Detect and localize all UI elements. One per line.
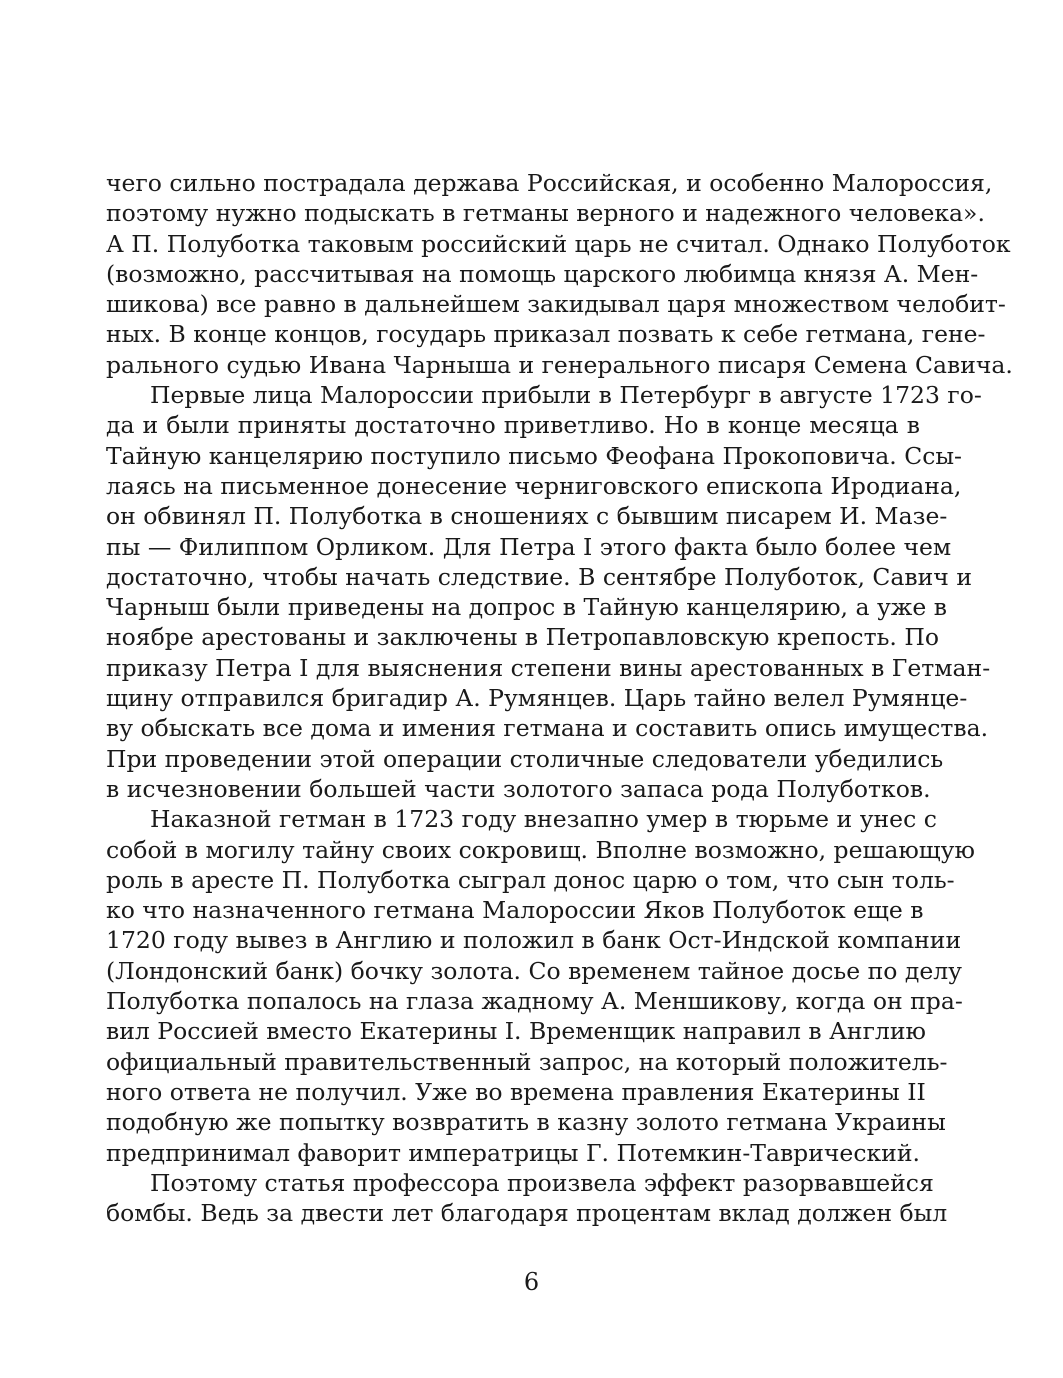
- text-line: подобную же попытку возвратить в казну золото гетмана Украины: [106, 1108, 946, 1137]
- text-line: ко что назначенного гетмана Малороссии Яков Полуботок еще в: [106, 896, 924, 925]
- text-line: бомбы. Ведь за двести лет благодаря процентам вклад должен был: [106, 1199, 948, 1228]
- paragraph: [106, 804, 975, 1168]
- text-line: пы — Филиппом Орликом. Для Петра I этого факта было более чем: [106, 532, 952, 561]
- text-line: ноябре арестованы и заключены в Петропавловскую крепость. По: [106, 623, 939, 652]
- text-line: рального судью Ивана Чарныша и генерального писаря Семена Савича.: [106, 350, 1013, 379]
- text-line: Первые лица Малороссии прибыли в Петербург в августе 1723 го-: [150, 381, 982, 410]
- text-line: предпринимал фаворит императрицы Г. Потемкин-Таврический.: [106, 1138, 920, 1167]
- text-line: ву обыскать все дома и имения гетмана и составить опись имущества.: [106, 714, 989, 743]
- paragraph: [106, 380, 991, 804]
- text-line: Поэтому статья профессора произвела эффект разорвавшейся: [150, 1168, 934, 1197]
- text-line: приказу Петра I для выяснения степени вины арестованных в Гетман-: [106, 653, 991, 682]
- body-text: [106, 168, 1013, 1228]
- text-line: 1720 году вывез в Англию и положил в банк Ост-Индской компании: [106, 926, 962, 955]
- text-line: ных. В конце концов, государь приказал позвать к себе гетмана, гене-: [106, 320, 986, 349]
- text-line: в исчезновении большей части золотого запаса рода Полуботков.: [106, 774, 931, 803]
- text-line: он обвинял П. Полуботка в сношениях с бывшим писарем И. Мазе-: [106, 502, 948, 531]
- text-line: (возможно, рассчитывая на помощь царского любимца князя А. Мен-: [106, 259, 979, 288]
- text-line: вил Россией вместо Екатерины I. Временщик направил в Англию: [106, 1017, 926, 1046]
- text-line: да и были приняты достаточно приветливо. Но в конце месяца в: [106, 411, 920, 440]
- text-line: шикова) все равно в дальнейшем закидывал царя множеством челобит-: [106, 290, 1006, 319]
- text-line: поэтому нужно подыскать в гетманы верного и надежного человека».: [106, 199, 985, 228]
- text-line: Чарныш были приведены на допрос в Тайную канцелярию, а уже в: [106, 593, 948, 622]
- page-number: 6: [523, 1268, 540, 1296]
- text-line: Тайную канцелярию поступило письмо Феофана Прокоповича. Ссы-: [106, 441, 962, 470]
- text-line: Наказной гетман в 1723 году внезапно умер в тюрьме и унес с: [150, 805, 937, 834]
- text-line: достаточно, чтобы начать следствие. В сентябре Полуботок, Савич и: [106, 562, 972, 591]
- text-line: щину отправился бригадир А. Румянцев. Царь тайно велел Румянце-: [106, 684, 968, 713]
- text-line: официальный правительственный запрос, на который положитель-: [106, 1047, 948, 1076]
- text-line: лаясь на письменное донесение черниговского епископа Иродиана,: [106, 471, 962, 500]
- text-line: чего сильно пострадала держава Российская, и особенно Малороссия,: [106, 169, 993, 197]
- text-line: Полуботка попалось на глаза жадному А. Меншикову, когда он пра-: [106, 987, 963, 1016]
- text-line: собой в могилу тайну своих сокровищ. Вполне возможно, решающую: [106, 835, 975, 864]
- text-line: При проведении этой операции столичные следователи убедились: [106, 744, 944, 773]
- paragraph: [106, 168, 1013, 380]
- text-line: ного ответа не получил. Уже во времена правления Екатерины II: [106, 1077, 926, 1106]
- text-line: роль в аресте П. Полуботка сыграл донос царю о том, что сын толь-: [106, 865, 955, 894]
- paragraph: [106, 1168, 948, 1229]
- text-line: (Лондонский банк) бочку золота. Со временем тайное досье по делу: [106, 956, 962, 985]
- text-line: А П. Полуботка таковым российский царь не считал. Однако Полуботок: [106, 229, 1011, 258]
